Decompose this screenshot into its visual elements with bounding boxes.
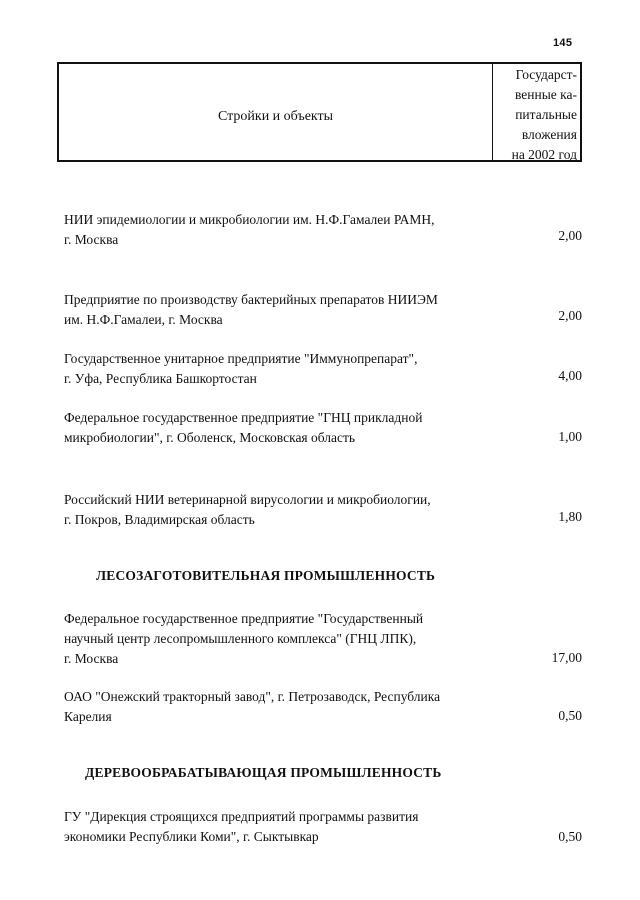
header-line: Государст- [515,67,577,82]
entry-value: 0,50 [558,829,582,844]
page-number: 145 [553,37,573,49]
entry-line: ГУ "Дирекция строящихся предприятий программы развития [64,809,419,824]
table-row [64,210,582,250]
entry-line: Карелия [64,709,112,724]
column-header-projects: Стройки и объекты [217,109,334,124]
entry-line: Предприятие по производству бактерийных препаратов НИИЭМ [64,292,438,307]
entry-line: Государственное унитарное предприятие "Иммунопрепарат", [64,351,418,366]
section-heading: ЛЕСОЗАГОТОВИТЕЛЬНАЯ ПРОМЫШЛЕННОСТЬ [96,568,436,583]
entry-name [64,408,496,448]
header-line: вложения [521,127,577,142]
table-row [64,349,582,389]
entry-line: научный центр лесопромышленного комплекса" (ГНЦ ЛПК), [64,631,417,646]
table-row [64,687,582,727]
entry-line: им. Н.Ф.Гамалеи, г. Москва [64,312,223,327]
entry-name [64,807,496,847]
header-line: питальные [515,107,577,122]
header-line: на 2002 год [511,147,577,162]
table-row [64,807,582,847]
entry-line: г. Москва [64,651,119,666]
entry-value: 17,00 [551,650,582,665]
table-header [57,62,582,162]
entry-name [64,687,496,727]
table-row [64,290,582,330]
entry-line: г. Покров, Владимирская область [64,512,255,527]
entry-value: 2,00 [558,308,582,323]
entry-name [64,609,496,669]
entry-name [64,490,496,530]
entry-line: Федеральное государственное предприятие "ГНЦ прикладной [64,410,423,425]
entry-value: 2,00 [558,228,582,243]
table-row [64,609,582,669]
column-header-investments [492,64,580,160]
entry-name [64,290,496,330]
table-row [64,490,582,530]
entry-line: г. Москва [64,232,119,247]
section-heading: ДЕРЕВООБРАБАТЫВАЮЩАЯ ПРОМЫШЛЕННОСТЬ [85,765,442,780]
entry-line: Российский НИИ ветеринарной вирусологии и микробиологии, [64,492,431,507]
entry-value: 4,00 [558,368,582,383]
entry-value: 1,00 [558,429,582,444]
entry-line: НИИ эпидемиологии и микробиологии им. Н.Ф.Гамалеи РАМН, [64,212,435,227]
header-line: венные ка- [514,87,577,102]
entry-value: 0,50 [558,708,582,723]
table-row [64,408,582,448]
entry-line: ОАО "Онежский тракторный завод", г. Петрозаводск, Республика [64,689,441,704]
entry-line: Федеральное государственное предприятие "Государственный [64,611,424,626]
entry-line: экономики Республики Коми", г. Сыктывкар [64,829,319,844]
entry-name [64,210,496,250]
entry-value: 1,80 [558,509,582,524]
entry-name [64,349,496,389]
entry-line: г. Уфа, Республика Башкортостан [64,371,257,386]
entry-line: микробиологии", г. Оболенск, Московская область [64,430,356,445]
